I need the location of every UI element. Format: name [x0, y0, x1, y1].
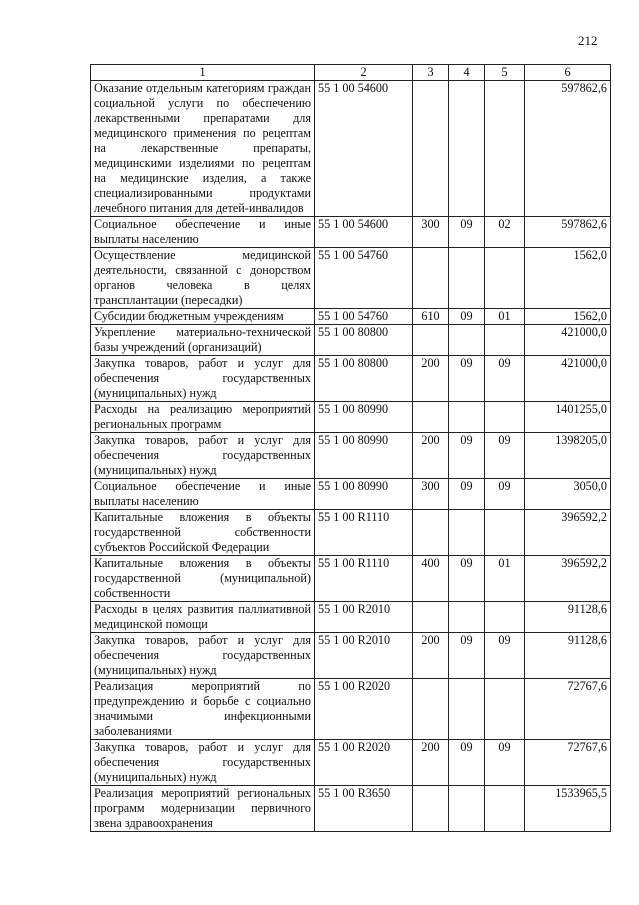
table-row: [91, 309, 611, 325]
section-cell: 09: [449, 356, 485, 402]
target-code-cell: 55 1 00 80800: [315, 356, 413, 402]
subsection-cell: [485, 510, 525, 556]
target-code-cell: 55 1 00 54600: [315, 81, 413, 217]
target-code-cell: 55 1 00 80990: [315, 479, 413, 510]
expense-name-cell: Расходы на реализацию мероприятий региональных программ: [91, 402, 315, 433]
subsection-cell: [485, 248, 525, 309]
subsection-cell: 09: [485, 740, 525, 786]
target-code-cell: 55 1 00 R1110: [315, 556, 413, 602]
expense-name-cell: Оказание отдельным категориям граждан социальной услуги по обеспечению лекарственными препаратами для медицинского применения по рецептам на лекарственные препараты, медицинскими изделиями по рецептам на медицинские изделия, а также специализированными продуктами лечебного питания для детей-инвалидов: [91, 81, 315, 217]
column-header: 6: [525, 65, 611, 81]
expense-type-cell: [413, 602, 449, 633]
subsection-cell: [485, 81, 525, 217]
amount-cell: 1398205,0: [525, 433, 611, 479]
table-row: [91, 679, 611, 740]
amount-cell: 421000,0: [525, 325, 611, 356]
subsection-cell: [485, 325, 525, 356]
subsection-cell: 09: [485, 433, 525, 479]
table-header-row: [91, 65, 611, 81]
table-row: [91, 81, 611, 217]
target-code-cell: 55 1 00 R3650: [315, 786, 413, 832]
expense-type-cell: [413, 325, 449, 356]
amount-cell: 396592,2: [525, 510, 611, 556]
expense-name-cell: Закупка товаров, работ и услуг для обеспечения государственных (муниципальных) нужд: [91, 356, 315, 402]
section-cell: 09: [449, 217, 485, 248]
section-cell: [449, 510, 485, 556]
table-row: [91, 217, 611, 248]
target-code-cell: 55 1 00 R1110: [315, 510, 413, 556]
expense-name-cell: Осуществление медицинской деятельности, связанной с донорством органов человека в целях трансплантации (пересадки): [91, 248, 315, 309]
section-cell: [449, 402, 485, 433]
amount-cell: 91128,6: [525, 633, 611, 679]
amount-cell: 3050,0: [525, 479, 611, 510]
target-code-cell: 55 1 00 80800: [315, 325, 413, 356]
page-number: 212: [578, 33, 598, 48]
target-code-cell: 55 1 00 80990: [315, 402, 413, 433]
section-cell: [449, 325, 485, 356]
subsection-cell: 01: [485, 556, 525, 602]
table-row: [91, 786, 611, 832]
amount-cell: 396592,2: [525, 556, 611, 602]
expense-type-cell: 610: [413, 309, 449, 325]
amount-cell: 597862,6: [525, 81, 611, 217]
section-cell: 09: [449, 740, 485, 786]
expense-name-cell: Расходы в целях развития паллиативной медицинской помощи: [91, 602, 315, 633]
subsection-cell: [485, 402, 525, 433]
table-row: [91, 510, 611, 556]
expense-name-cell: Укрепление материально-технической базы учреждений (организаций): [91, 325, 315, 356]
section-cell: [449, 602, 485, 633]
section-cell: [449, 786, 485, 832]
expense-type-cell: 200: [413, 433, 449, 479]
expense-name-cell: Закупка товаров, работ и услуг для обеспечения государственных (муниципальных) нужд: [91, 633, 315, 679]
table-row: [91, 556, 611, 602]
table-row: [91, 602, 611, 633]
table-row: [91, 248, 611, 309]
section-cell: [449, 248, 485, 309]
section-cell: 09: [449, 433, 485, 479]
target-code-cell: 55 1 00 54760: [315, 248, 413, 309]
amount-cell: 72767,6: [525, 679, 611, 740]
subsection-cell: 09: [485, 356, 525, 402]
section-cell: 09: [449, 633, 485, 679]
expense-name-cell: Закупка товаров, работ и услуг для обеспечения государственных (муниципальных) нужд: [91, 433, 315, 479]
expense-type-cell: [413, 786, 449, 832]
expense-name-cell: Социальное обеспечение и иные выплаты населению: [91, 217, 315, 248]
table-row: [91, 740, 611, 786]
table-row: [91, 433, 611, 479]
expense-type-cell: 200: [413, 356, 449, 402]
table-row: [91, 479, 611, 510]
expense-type-cell: 200: [413, 633, 449, 679]
subsection-cell: [485, 679, 525, 740]
target-code-cell: 55 1 00 54760: [315, 309, 413, 325]
amount-cell: 91128,6: [525, 602, 611, 633]
expense-type-cell: 200: [413, 740, 449, 786]
expense-name-cell: Капитальные вложения в объекты государственной (муниципальной) собственности: [91, 556, 315, 602]
amount-cell: 1533965,5: [525, 786, 611, 832]
expense-type-cell: [413, 81, 449, 217]
table-row: [91, 402, 611, 433]
expense-type-cell: [413, 248, 449, 309]
subsection-cell: [485, 786, 525, 832]
table-row: [91, 325, 611, 356]
expense-type-cell: 400: [413, 556, 449, 602]
section-cell: 09: [449, 479, 485, 510]
amount-cell: 421000,0: [525, 356, 611, 402]
amount-cell: 1562,0: [525, 309, 611, 325]
expense-name-cell: Капитальные вложения в объекты государственной собственности субъектов Российской Федерации: [91, 510, 315, 556]
column-header: 3: [413, 65, 449, 81]
expense-name-cell: Социальное обеспечение и иные выплаты населению: [91, 479, 315, 510]
expense-type-cell: 300: [413, 479, 449, 510]
expense-name-cell: Реализация мероприятий по предупреждению и борьбе с социально значимыми инфекционными заболеваниями: [91, 679, 315, 740]
amount-cell: 597862,6: [525, 217, 611, 248]
subsection-cell: 09: [485, 479, 525, 510]
column-header: 5: [485, 65, 525, 81]
subsection-cell: 02: [485, 217, 525, 248]
target-code-cell: 55 1 00 R2010: [315, 633, 413, 679]
subsection-cell: 01: [485, 309, 525, 325]
target-code-cell: 55 1 00 R2020: [315, 679, 413, 740]
expense-type-cell: [413, 679, 449, 740]
section-cell: [449, 81, 485, 217]
subsection-cell: 09: [485, 633, 525, 679]
target-code-cell: 55 1 00 R2020: [315, 740, 413, 786]
target-code-cell: 55 1 00 54600: [315, 217, 413, 248]
expense-name-cell: Субсидии бюджетным учреждениям: [91, 309, 315, 325]
expense-type-cell: [413, 510, 449, 556]
expense-name-cell: Закупка товаров, работ и услуг для обеспечения государственных (муниципальных) нужд: [91, 740, 315, 786]
column-header: 1: [91, 65, 315, 81]
column-header: 4: [449, 65, 485, 81]
column-header: 2: [315, 65, 413, 81]
expense-type-cell: [413, 402, 449, 433]
expense-name-cell: Реализация мероприятий региональных программ модернизации первичного звена здравоохранения: [91, 786, 315, 832]
target-code-cell: 55 1 00 R2010: [315, 602, 413, 633]
amount-cell: 1401255,0: [525, 402, 611, 433]
section-cell: 09: [449, 556, 485, 602]
amount-cell: 1562,0: [525, 248, 611, 309]
table-row: [91, 356, 611, 402]
subsection-cell: [485, 602, 525, 633]
target-code-cell: 55 1 00 80990: [315, 433, 413, 479]
section-cell: 09: [449, 309, 485, 325]
expense-type-cell: 300: [413, 217, 449, 248]
budget-table: [90, 64, 611, 832]
amount-cell: 72767,6: [525, 740, 611, 786]
table-row: [91, 633, 611, 679]
section-cell: [449, 679, 485, 740]
